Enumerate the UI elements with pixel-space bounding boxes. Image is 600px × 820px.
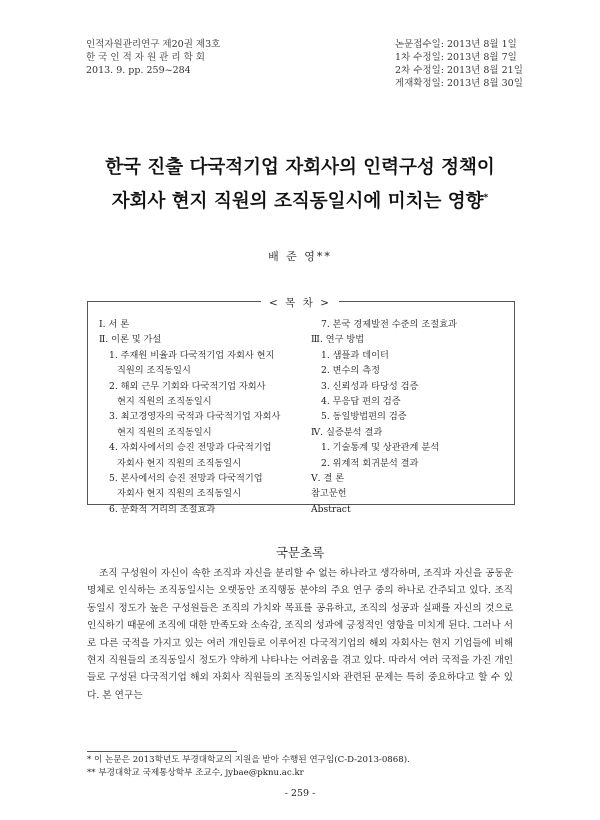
- toc-entry: 6. 문화적 거리의 조절효과: [109, 503, 216, 515]
- toc-entry: Ⅴ. 결 론: [311, 473, 345, 485]
- date-row: [384, 77, 523, 90]
- toc-entry: 1. 주재원 비율과 다국적기업 자회사 현지: [109, 349, 275, 361]
- date-label: 1차 수정일:: [395, 52, 444, 63]
- toc-entry: 3. 신뢰성과 타당성 검증: [321, 380, 419, 392]
- toc-entry: 1. 샘플과 데이터: [321, 349, 389, 361]
- issue-pages: 2013. 9. pp. 259~284: [86, 65, 191, 76]
- toc-entry: 1. 기술통계 및 상관관계 분석: [321, 442, 440, 454]
- toc-left-column: [99, 317, 280, 517]
- toc-entry: 5. 동일방법편의 검증: [321, 411, 407, 423]
- society-name: 한 국 인 적 자 원 관 리 학 회: [86, 52, 205, 63]
- toc-entry: 2. 해외 근무 기회와 다국적기업 자회사: [109, 380, 266, 392]
- submission-dates: [384, 38, 523, 90]
- toc-entry: 자회사 현지 직원의 조직동일시: [117, 457, 242, 469]
- toc-entry: 2. 변수의 측정: [321, 365, 380, 377]
- journal-name: 인적자원관리연구 제20권 제3호: [86, 39, 221, 50]
- toc-entry: 직원의 조직동일시: [117, 365, 191, 377]
- date-row: [384, 38, 523, 51]
- paper-title: [0, 152, 600, 217]
- footnotes: [87, 754, 410, 780]
- toc-entry: Ⅲ. 연구 방법: [311, 334, 365, 346]
- author-name: 배 준 영**: [268, 250, 332, 263]
- date-label: 논문접수일:: [394, 39, 444, 50]
- toc-heading: [0, 295, 600, 310]
- toc-heading-text: < 목 차 >: [261, 297, 339, 309]
- toc-entry: Abstract: [311, 503, 351, 515]
- toc-entry: 4. 자회사에서의 승진 전망과 다국적기업: [109, 442, 272, 454]
- title-line-2: 자회사 현지 직원의 조직동일시에 미치는 영향: [111, 191, 484, 213]
- footnote-funding: * 이 논문은 2013학년도 부경대학교의 지원을 받아 수행된 연구임(C-D-2013-0868).: [87, 755, 410, 765]
- toc-entry: 참고문헌: [311, 488, 347, 500]
- toc-entry: 7. 본국 경제발전 수준의 조절효과: [321, 319, 457, 330]
- toc-entry: Ⅳ. 실증분석 결과: [311, 426, 383, 438]
- toc-entry: 5. 본사에서의 승진 전망과 다국적기업: [109, 473, 263, 485]
- title-line-1: 한국 진출 다국적기업 자회사의 인력구성 정책이: [105, 157, 495, 178]
- date-value: 2013년 8월 30일: [447, 78, 523, 89]
- date-row: [384, 64, 523, 77]
- toc-entry: 3. 최고경영자의 국적과 다국적기업 자회사: [109, 411, 281, 423]
- footnote-author: ** 부경대학교 국제통상학부 조교수, jybae@pknu.ac.kr: [87, 768, 304, 778]
- date-value: 2013년 8월 21일: [447, 65, 523, 76]
- date-row: [384, 51, 523, 64]
- toc-entry: 자회사 현지 직원의 조직동일시: [117, 488, 242, 500]
- abstract-paragraph: 조직 구성원이 자신이 속한 조직과 자신을 분리할 수 없는 하나라고 생각하며, 조직과 자신을 공동운명체로 인식하는 조직동일시는 오랫동안 조직행동 분야의 주요 연구 중의 하나로 간주되고 있다. 조직동일시 정도가 높은 구성원들은 조직의 가치와 목표를 공유하고, 조직의 성공과 실패를 자신의 것으로 인식하기 때문에 조직에 대한 만족도와 소속감, 조직의 성과에 긍정적인 영향을 미치게 된다. 그러나 서로 다른 국적을 가지고 있는 여러 개인들로 이루어진 다국적기업의 해외 자회사는 현지 기업들에 비해 현지 직원들의 조직동일시 정도가 약하게 나타나는 어려움을 겪고 있다. 따라서 여러 국적을 가진 개인들로 구성된 다국적기업 해외 자회사 직원들의 조직동일시와 관련된 문제는 특히 중요하다고 할 수 있다. 본 연구는: [87, 568, 513, 701]
- date-label: 2차 수정일:: [395, 65, 444, 76]
- date-value: 2013년 8월 1일: [447, 39, 517, 50]
- toc-entry: Ⅰ. 서 론: [99, 319, 130, 330]
- abstract-body: [87, 565, 513, 704]
- toc-entry: Ⅱ. 이론 및 가설: [99, 334, 162, 346]
- footnote-divider: [87, 751, 237, 752]
- toc-entry: 현지 직원의 조직동일시: [117, 396, 212, 408]
- toc-entry: 4. 무응답 편의 검증: [321, 396, 401, 408]
- journal-info: [86, 38, 220, 77]
- title-footnote-mark: *: [483, 193, 489, 203]
- page-number: - 259 -: [284, 788, 316, 799]
- toc-entry: 2. 위계적 회귀분석 결과: [321, 457, 419, 469]
- toc-entry: 현지 직원의 조직동일시: [117, 426, 212, 438]
- toc-right-column: [311, 317, 457, 517]
- date-label: 게재확정일:: [394, 78, 444, 89]
- abstract-title: 국문초록: [275, 545, 325, 560]
- date-value: 2013년 8월 7일: [447, 52, 517, 63]
